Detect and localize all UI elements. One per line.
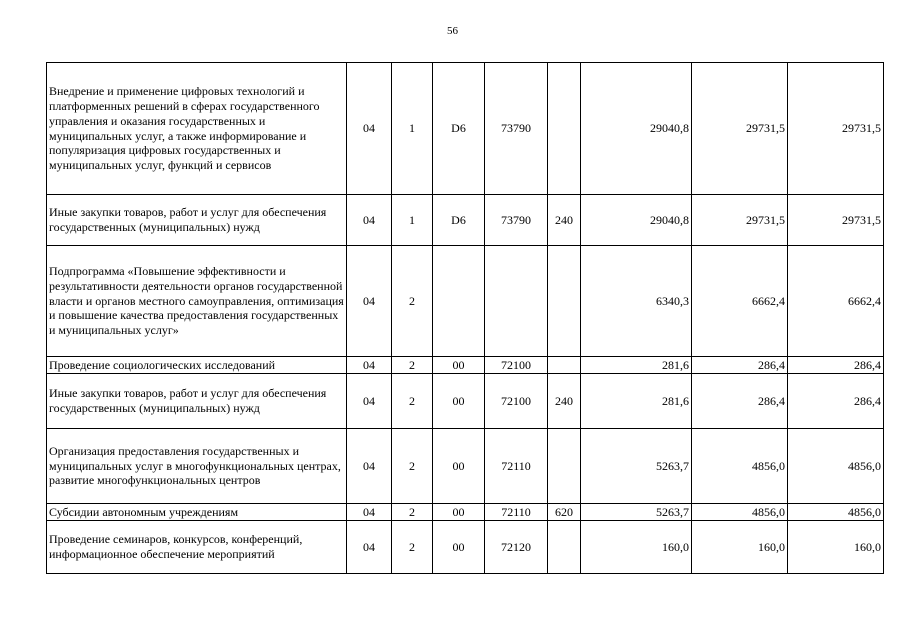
table-row — [47, 63, 884, 195]
row-name: Проведение социологических исследований — [47, 357, 347, 374]
cell-amount-2: 4856,0 — [692, 504, 788, 521]
cell-subsection: 2 — [392, 246, 433, 357]
cell-expense-type — [548, 246, 581, 357]
cell-expense-type — [548, 521, 581, 574]
row-name: Проведение семинаров, конкурсов, конференций, информационное обеспечение мероприятий — [47, 521, 347, 574]
cell-expense-type: 620 — [548, 504, 581, 521]
cell-amount-2: 286,4 — [692, 374, 788, 429]
cell-target-code: 00 — [433, 374, 485, 429]
budget-table — [46, 62, 884, 574]
cell-amount-3: 29731,5 — [788, 195, 884, 246]
cell-amount-3: 29731,5 — [788, 63, 884, 195]
cell-subsection: 1 — [392, 195, 433, 246]
cell-subsection: 2 — [392, 429, 433, 504]
cell-target-article: 73790 — [485, 195, 548, 246]
cell-amount-3: 286,4 — [788, 357, 884, 374]
table-row — [47, 246, 884, 357]
cell-amount-3: 286,4 — [788, 374, 884, 429]
cell-amount-3: 160,0 — [788, 521, 884, 574]
cell-subsection: 2 — [392, 504, 433, 521]
cell-target-article: 73790 — [485, 63, 548, 195]
cell-target-article: 72120 — [485, 521, 548, 574]
cell-target-code: 00 — [433, 504, 485, 521]
cell-target-article: 72110 — [485, 504, 548, 521]
cell-section: 04 — [347, 429, 392, 504]
cell-amount-1: 5263,7 — [581, 429, 692, 504]
cell-target-code: 00 — [433, 357, 485, 374]
cell-amount-1: 29040,8 — [581, 63, 692, 195]
cell-subsection: 2 — [392, 374, 433, 429]
cell-target-article — [485, 246, 548, 357]
cell-amount-2: 29731,5 — [692, 195, 788, 246]
cell-subsection: 2 — [392, 521, 433, 574]
table-row — [47, 195, 884, 246]
cell-subsection: 2 — [392, 357, 433, 374]
cell-amount-2: 6662,4 — [692, 246, 788, 357]
cell-section: 04 — [347, 195, 392, 246]
table-row — [47, 429, 884, 504]
table-row — [47, 374, 884, 429]
cell-amount-3: 6662,4 — [788, 246, 884, 357]
table-row — [47, 504, 884, 521]
cell-amount-1: 6340,3 — [581, 246, 692, 357]
cell-expense-type — [548, 429, 581, 504]
cell-amount-2: 286,4 — [692, 357, 788, 374]
cell-section: 04 — [347, 246, 392, 357]
cell-expense-type: 240 — [548, 374, 581, 429]
row-name: Внедрение и применение цифровых технологий и платформенных решений в сферах государственного управления и оказания государственных и муниципальных услуг, а также информирование и популяризация цифровых государственных и муниципальных услуг, функций и сервисов — [47, 63, 347, 195]
cell-section: 04 — [347, 504, 392, 521]
row-name: Подпрограмма «Повышение эффективности и результативности деятельности органов государственной власти и органов местного самоуправления, оптимизация и повышение качества предоставления государственных и муниципальных услуг» — [47, 246, 347, 357]
cell-amount-3: 4856,0 — [788, 429, 884, 504]
cell-section: 04 — [347, 521, 392, 574]
cell-section: 04 — [347, 63, 392, 195]
row-name: Иные закупки товаров, работ и услуг для обеспечения государственных (муниципальных) нужд — [47, 374, 347, 429]
page-number: 56 — [447, 25, 458, 37]
cell-amount-2: 4856,0 — [692, 429, 788, 504]
cell-target-code: 00 — [433, 429, 485, 504]
cell-amount-1: 160,0 — [581, 521, 692, 574]
cell-target-article: 72100 — [485, 374, 548, 429]
cell-section: 04 — [347, 357, 392, 374]
cell-amount-1: 281,6 — [581, 374, 692, 429]
cell-amount-2: 160,0 — [692, 521, 788, 574]
cell-target-code: 00 — [433, 521, 485, 574]
cell-expense-type: 240 — [548, 195, 581, 246]
cell-expense-type — [548, 63, 581, 195]
table-row — [47, 357, 884, 374]
cell-amount-1: 5263,7 — [581, 504, 692, 521]
cell-section: 04 — [347, 374, 392, 429]
cell-amount-1: 29040,8 — [581, 195, 692, 246]
cell-target-code — [433, 246, 485, 357]
row-name: Иные закупки товаров, работ и услуг для обеспечения государственных (муниципальных) нужд — [47, 195, 347, 246]
cell-amount-3: 4856,0 — [788, 504, 884, 521]
cell-target-code: D6 — [433, 195, 485, 246]
table-row — [47, 521, 884, 574]
cell-expense-type — [548, 357, 581, 374]
cell-target-article: 72100 — [485, 357, 548, 374]
cell-amount-2: 29731,5 — [692, 63, 788, 195]
cell-amount-1: 281,6 — [581, 357, 692, 374]
row-name: Субсидии автономным учреждениям — [47, 504, 347, 521]
cell-target-code: D6 — [433, 63, 485, 195]
cell-target-article: 72110 — [485, 429, 548, 504]
cell-subsection: 1 — [392, 63, 433, 195]
row-name: Организация предоставления государственных и муниципальных услуг в многофункциональных центрах, развитие многофункциональных центров — [47, 429, 347, 504]
